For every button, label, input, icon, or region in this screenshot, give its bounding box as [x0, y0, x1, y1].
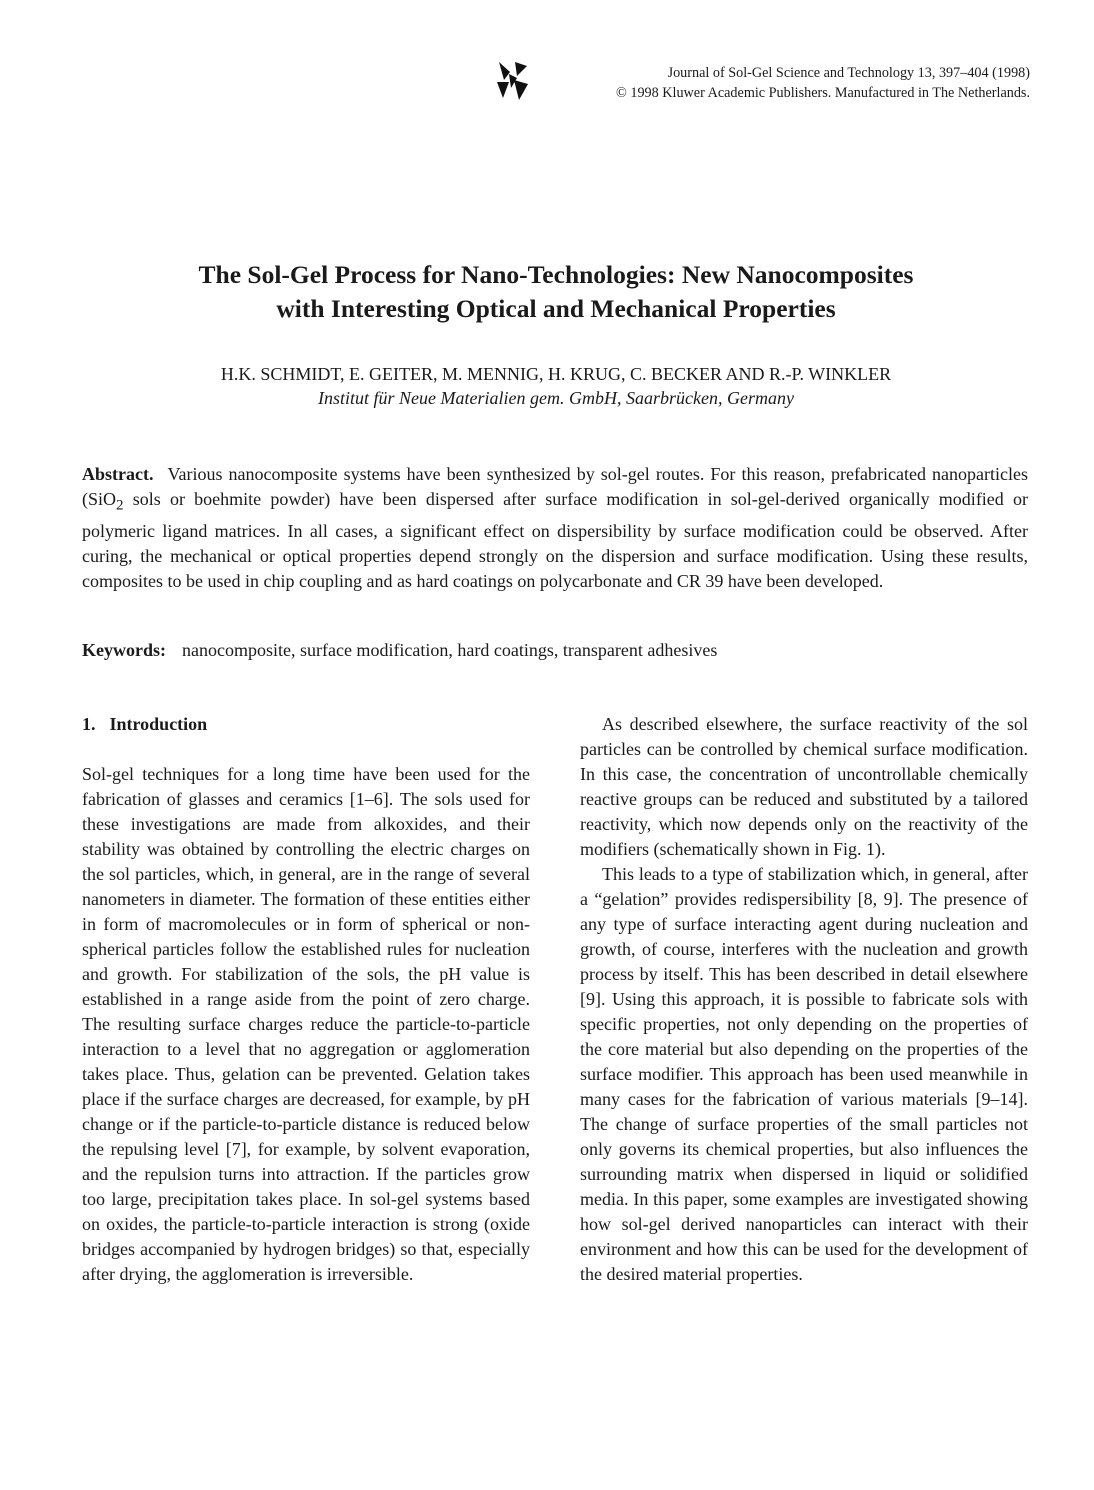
author-list: H.K. SCHMIDT, E. GEITER, M. MENNIG, H. KRUG, C. BECKER AND R.-P. WINKLER [220, 364, 892, 384]
paragraph: As described elsewhere, the surface reactivity of the sol particles can be controlled by chemical surface modification. In this case, the concentration of uncontrollable chemically reactive groups can be reduced and substituted by a tailored reactivity, which now depends only on the reactivity of the modifiers (schematically shown in Fig. 1). [580, 714, 1028, 859]
keywords-label: Keywords: [82, 640, 166, 660]
journal-header [495, 60, 1030, 105]
affiliation: Institut für Neue Materialien gem. GmbH, Saarbrücken, Germany [318, 388, 794, 408]
left-column [82, 712, 530, 1287]
section-title: Introduction [109, 714, 208, 734]
copyright-line: © 1998 Kluwer Academic Publishers. Manufactured in The Netherlands. [616, 85, 1030, 101]
keywords-text: nanocomposite, surface modification, hard coatings, transparent adhesives [182, 640, 718, 660]
section-heading [82, 712, 530, 737]
publisher-logo-icon [495, 60, 531, 102]
journal-line: Journal of Sol-Gel Science and Technology 13, 397–404 (1998) [667, 65, 1030, 81]
right-column [580, 712, 1028, 1287]
abstract [82, 462, 1028, 594]
section-number: 1. [82, 714, 96, 734]
paper-title [82, 258, 1030, 326]
abstract-label: Abstract. [82, 464, 154, 484]
abstract-subscript: 2 [116, 497, 124, 514]
journal-citation [616, 63, 1030, 103]
keywords [82, 638, 1028, 663]
paragraph: Sol-gel techniques for a long time have been used for the fabrication of glasses and ceramics [1–6]. The sols used for these investigations are made from alkoxides, and their stability was obtained by controlling the electric charges on the sol particles, which, in general, are in the range of several nanometers in diameter. The formation of these entities either in form of macromolecules or in form of spherical or non-spherical particles follow the established rules for nucleation and growth. For stabilization of the sols, the pH value is established in a range aside from the point of zero charge. The resulting surface charges reduce the particle-to-particle interaction to a level that no aggregation or agglomeration takes place. Thus, gelation can be prevented. Gelation takes place if the surface charges are decreased, for example, by pH change or if the particle-to-particle distance is reduced below the repulsing level [7], for example, by solvent evaporation, and the repulsion turns into attraction. If the particles grow too large, precipitation takes place. In sol-gel systems based on oxides, the particle-to-particle interaction is strong (oxide bridges accompanied by hydrogen bridges) so that, especially after drying, the agglomeration is irreversible. [82, 764, 530, 1284]
abstract-text-2: sols or boehmite powder) have been dispersed after surface modification in sol-gel-derived organically modified or polymeric ligand matrices. In all cases, a significant effect on dispersibility by surface modification could be observed. After curing, the mechanical or optical properties depend strongly on the dispersion and surface modification. Using these results, composites to be used in chip coupling and as hard coatings on polycarbonate and CR 39 have been developed. [82, 489, 1028, 591]
abstract-text-1: Various nanocomposite systems have been synthesized by sol-gel routes. For this reason, prefabricated nanoparticles (SiO [82, 464, 1028, 509]
title-line-1: The Sol-Gel Process for Nano-Technologies: New Nanocomposites [198, 260, 914, 289]
paragraph: This leads to a type of stabilization which, in general, after a “gelation” provides redispersibility [8, 9]. The presence of any type of surface interacting agent during nucleation and growth, of course, interferes with the nucleation and growth process by itself. This has been described in detail elsewhere [9]. Using this approach, it is possible to fabricate sols with specific properties, not only depending on the properties of the core material but also depending on the properties of the surface modifier. This approach has been used meanwhile in many cases for the fabrication of various materials [9–14]. The change of surface properties of the small particles not only governs its chemical properties, but also influences the surrounding matrix when dispersed in liquid or solidified media. In this paper, some examples are investigated showing how sol-gel derived nanoparticles can interact with their environment and how this can be used for the development of the desired material properties. [580, 864, 1028, 1284]
title-line-2: with Interesting Optical and Mechanical Properties [276, 294, 836, 323]
